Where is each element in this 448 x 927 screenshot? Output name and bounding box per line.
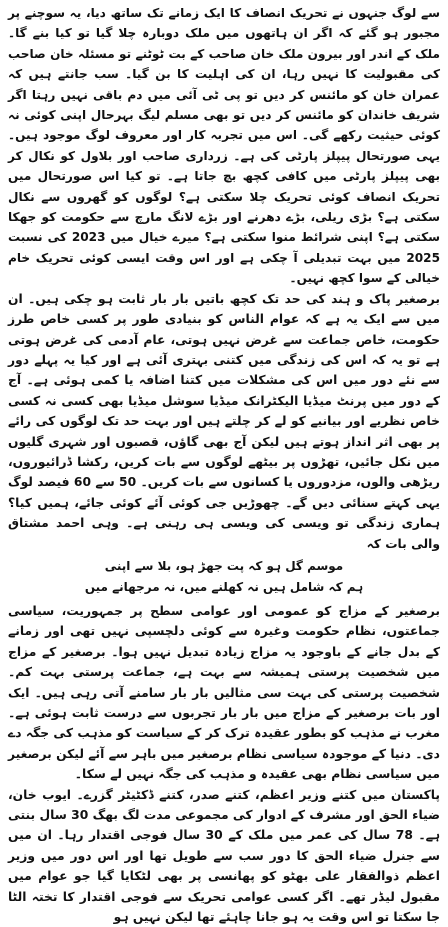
article-paragraph: برصغیر پاک و ہند کی حد تک کچھ باتیں بار بار ثابت ہو چکی ہیں۔ ان میں سے ایک یہ ہے کہ عوام الناس کو بنیادی طور پر کسی خاص طرز حکومت، خاص جماعت سے غرض نہیں ہوتی، عام آدمی کی غرض ہوتی ہے تو یہ کہ اس کی زندگی میں کتنی بہتری آئی ہے اور کیا یہ پہلے دور سے نئے دور میں اس کی مشکلات میں کتنا اضافہ یا کمی ہوئی ہے۔ آج کے دور میں پرنٹ میڈیا الیکٹرانک میڈیا سوشل میڈیا بھی کسی نہ کسی خاص نظریے اور بیانیے کو لے کر چلتے ہیں اور بہت حد تک لوگوں کی رائے پر بھی اثر انداز ہوتے ہیں لیکن آج بھی گاؤں، قصبوں اور شہری گلیوں میں نکل جائیں، تھڑوں پر بیٹھے لوگوں سے بات کریں، رکشا ڈرائیوروں، ریڑھی والوں، مزدوروں یا کسانوں سے بات کریں۔ 50 سے 60 فیصد لوگ یہی کہتے سنائی دیں گے۔ چھوڑیں جی کوئی آئے کوئی جائے، ہمیں کیا؟ ہماری زندگی تو ویسی کی ویسی ہی رہنی ہے۔ وہی احمد مشتاق والی بات کہ — [8, 291, 440, 551]
poetry-couplet — [8, 556, 440, 598]
verse-line: ہم کہ شامل ہیں نہ کھلنے میں، نہ مرجھانے میں — [84, 579, 364, 594]
article-paragraph: سے لوگ جنہوں نے تحریک انصاف کا ایک زمانے تک ساتھ دیا، یہ سوچنے پر مجبور ہو گئے کہ اگر ان ہاتھوں میں ملک دوبارہ چلا گیا تو کیا بنے گا۔ ملک کے اندر اور بیرون ملک خان صاحب کے بت ٹوٹنے تو مسئلہ خان صاحب کی مقبولیت کا نہیں رہا، ان کی اہلیت کا بن گیا۔ سب جانتے ہیں کہ عمران خان کو مائنس کر دیں تو پی ٹی آئی میں دم باقی نہیں رہتا اگر شریف خاندان کو مائنس کر دیں تو بھی مسلم لیگ بہرحال اپنی کوئی نہ کوئی حیثیت رکھے گی۔ اس میں تجربہ کار اور معروف لوگ موجود ہیں۔ یہی صورتحال پیپلز پارٹی کی ہے۔ زرداری صاحب اور بلاول کو نکال کر بھی پیپلز پارٹی میں کافی کچھ بچ جاتا ہے۔ تو کیا اس صورتحال میں تحریک انصاف کوئی تحریک چلا سکتی ہے؟ لوگوں کو گھروں سے نکال سکتی ہے؟ بڑی ریلی، بڑے دھرنے اور بڑے لانگ مارچ سے حکومت کو جھکا سکتی ہے؟ اپنی شرائط منوا سکتی ہے؟ میرے خیال میں 2023 کی نسبت 2025 میں بہت تبدیلی آ چکی ہے اور اس وقت ایسی کوئی تحریک خام خیالی کے سوا کچھ نہیں۔ — [8, 6, 440, 286]
verse-line: موسم گل ہو کہ پت جھڑ ہو، بلا سے اپنی — [104, 558, 344, 573]
article-paragraph: برصغیر کے مزاج کو عمومی اور عوامی سطح پر جمہوریت، سیاسی جماعتوں، نظام حکومت وغیرہ سے کوئی دلچسپی نہیں تھی اور زمانے کے بدل جانے کے باوجود یہ مزاج زیادہ تبدیل نہیں ہوا۔ برصغیر کے مزاج میں شخصیت پرستی ہمیشہ سے بہت ہے، جماعت پرستی بہت کم۔ شخصیت پرستی کی بہت سی مثالیں بار بار سامنے آتی رہی ہیں۔ ایک اور بات برصغیر کے مزاج میں بار بار تجربوں سے درست ثابت ہوئی ہے۔ مغرب نے مذہب کو بطور عقیدہ ترک کر کے سیاست کو مذہب کی جگہ دے دی۔ دنیا کے موجودہ سیاسی نظام برصغیر میں باہر سے آئے لیکن برصغیر میں سیاسی نظام بھی عقیدہ و مذہب کی جگہ نہیں لے سکا۔ — [8, 603, 440, 782]
article-paragraph: پاکستان میں کتنے وزیر اعظم، کتنے صدر، کتنے ڈکٹیٹر گزرے۔ ایوب خان، ضیاء الحق اور مشرف کے ادوار کی مجموعی مدت لگ بھگ 30 سال بنتی ہے۔ 78 سال کی عمر میں ملک کے 30 سال فوجی اقتدار رہا۔ ان میں سے جنرل ضیاء الحق کا دور سب سے طویل تھا اور اس دور میں وزیر اعظم ذوالفقار علی بھٹو کو پھانسی پر بھی لٹکایا گیا جو عوام میں مقبول لیڈر تھے۔ اگر کسی عوامی تحریک سے فوجی اقتدار کا تختہ الٹا جا سکتا تو اس وقت یہ ہو جانا چاہئے تھا لیکن نہیں ہو — [8, 787, 441, 925]
